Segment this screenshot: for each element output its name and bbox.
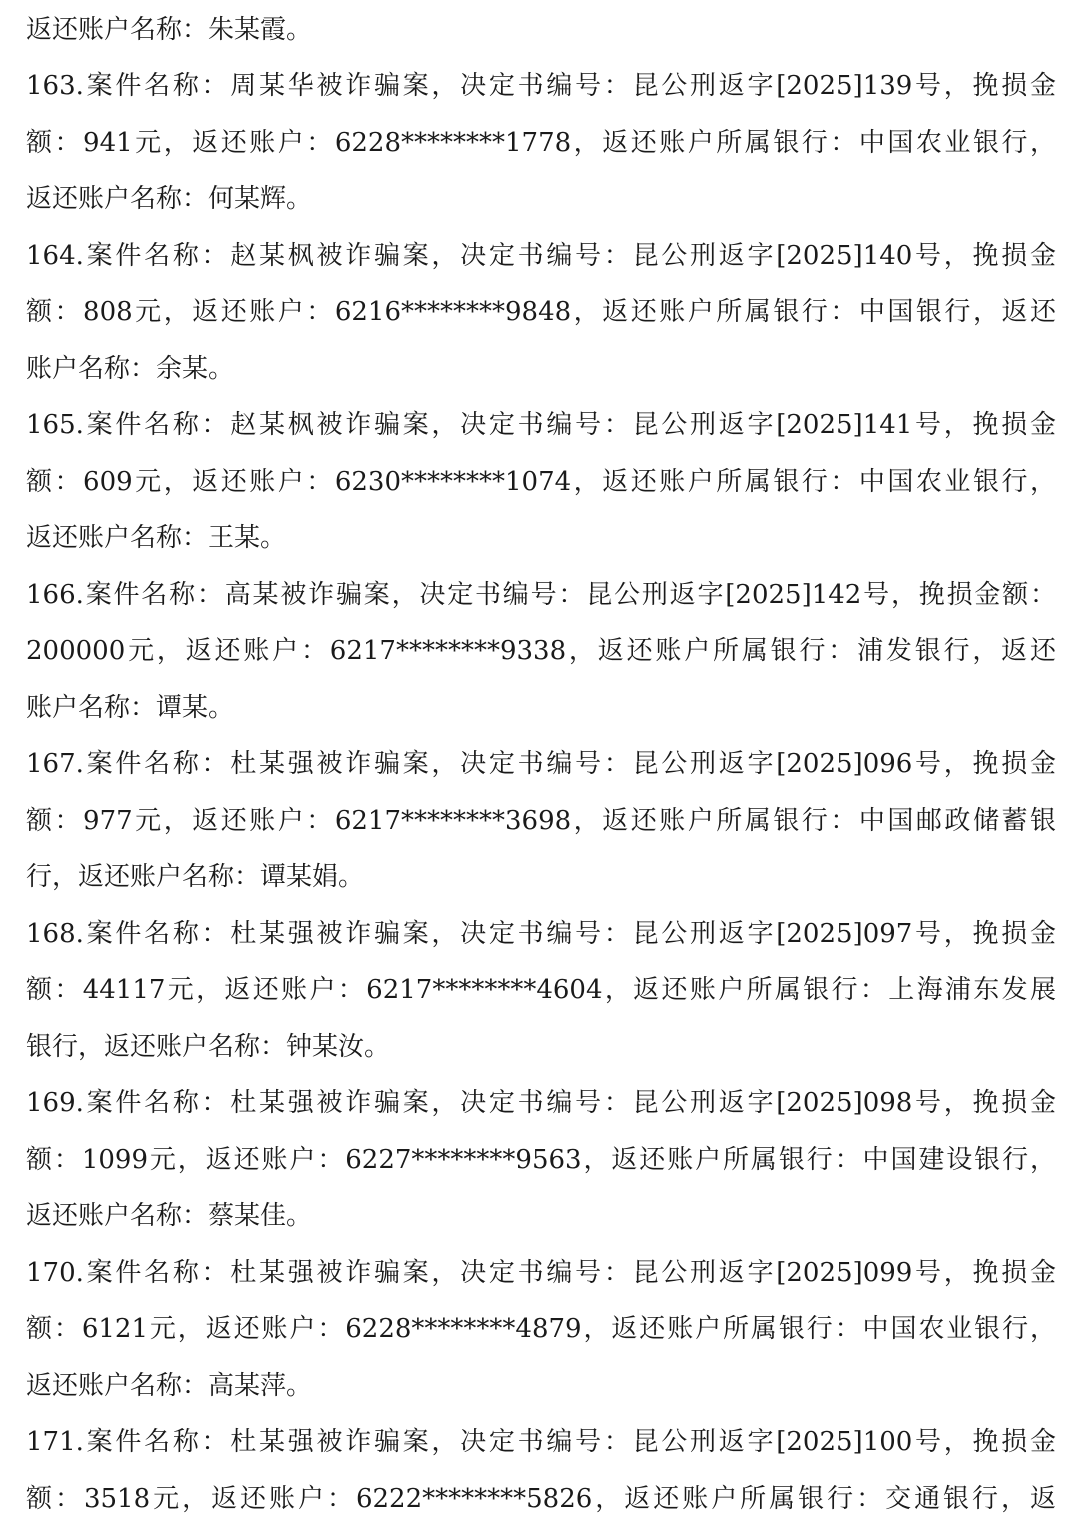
text-line: 163.案件名称：周某华被诈骗案，决定书编号：昆公刑返字[2025]139号，挽损金 (26, 71, 1056, 101)
text-line: 账户名称：余某。 (26, 354, 235, 384)
document-page (26, 0, 1056, 1528)
text-line: 166.案件名称：高某被诈骗案，决定书编号：昆公刑返字[2025]142号，挽损金额： (26, 580, 1056, 610)
text-line: 返还账户名称：何某辉。 (26, 184, 313, 214)
text-line: 额：1099元，返还账户：6227********9563，返还账户所属银行：中国建设银行， (26, 1145, 1056, 1175)
text-line: 返还账户名称：蔡某佳。 (26, 1201, 313, 1231)
text-line: 额：609元，返还账户：6230********1074，返还账户所属银行：中国农业银行， (26, 467, 1056, 497)
text-line: 返还账户名称：朱某霞。 (26, 15, 313, 45)
text-line: 额：3518元，返还账户：6222********5826，返还账户所属银行：交通银行，返 (26, 1484, 1056, 1514)
text-line: 银行，返还账户名称：钟某汝。 (26, 1032, 391, 1062)
text-line: 170.案件名称：杜某强被诈骗案，决定书编号：昆公刑返字[2025]099号，挽损金 (26, 1258, 1056, 1288)
text-line: 额：977元，返还账户：6217********3698，返还账户所属银行：中国邮政储蓄银 (26, 806, 1056, 836)
text-line: 165.案件名称：赵某枫被诈骗案，决定书编号：昆公刑返字[2025]141号，挽损金 (26, 410, 1056, 440)
text-line: 额：44117元，返还账户：6217********4604，返还账户所属银行：上海浦东发展 (26, 975, 1056, 1005)
text-line: 额：941元，返还账户：6228********1778，返还账户所属银行：中国农业银行， (26, 128, 1056, 158)
text-line: 账户名称：谭某。 (26, 693, 235, 723)
text-line: 168.案件名称：杜某强被诈骗案，决定书编号：昆公刑返字[2025]097号，挽损金 (26, 919, 1056, 949)
text-line: 164.案件名称：赵某枫被诈骗案，决定书编号：昆公刑返字[2025]140号，挽损金 (26, 241, 1056, 271)
text-line: 171.案件名称：杜某强被诈骗案，决定书编号：昆公刑返字[2025]100号，挽损金 (26, 1427, 1056, 1457)
text-line: 200000元，返还账户：6217********9338，返还账户所属银行：浦发银行，返还 (26, 636, 1056, 666)
text-line: 额：808元，返还账户：6216********9848，返还账户所属银行：中国银行，返还 (26, 297, 1056, 327)
text-line: 额：6121元，返还账户：6228********4879，返还账户所属银行：中国农业银行， (26, 1314, 1056, 1344)
text-line: 行，返还账户名称：谭某娟。 (26, 862, 365, 892)
text-line: 返还账户名称：高某萍。 (26, 1371, 313, 1401)
text-line: 返还账户名称：王某。 (26, 523, 287, 553)
text-line: 169.案件名称：杜某强被诈骗案，决定书编号：昆公刑返字[2025]098号，挽损金 (26, 1088, 1056, 1118)
text-line: 167.案件名称：杜某强被诈骗案，决定书编号：昆公刑返字[2025]096号，挽损金 (26, 749, 1056, 779)
